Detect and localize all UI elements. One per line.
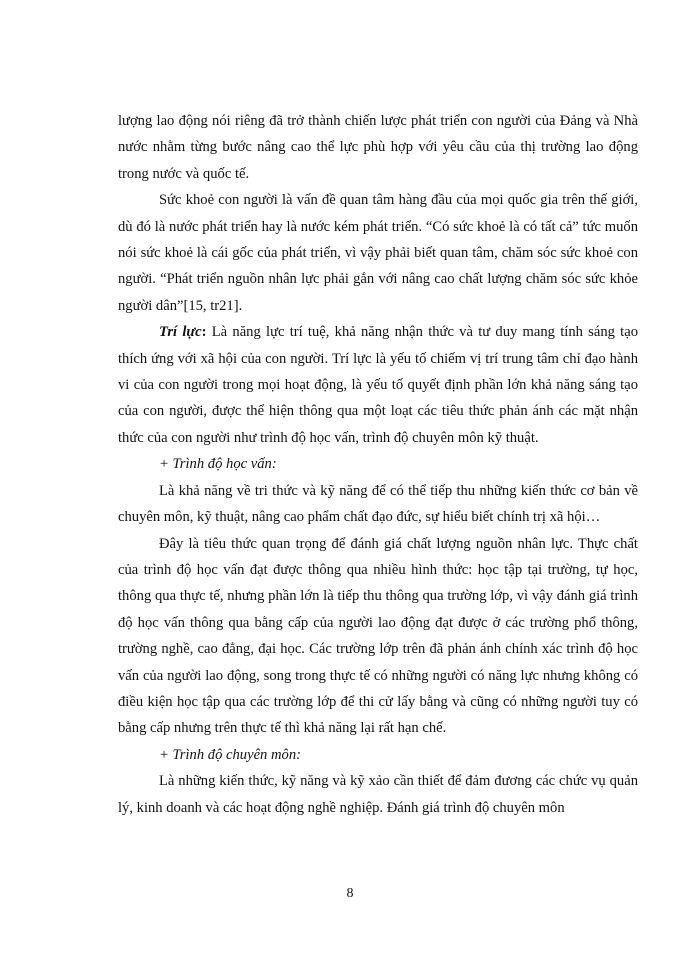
paragraph-1: lượng lao động nói riêng đã trở thành chiến lược phát triển con người của Đảng và Nhà nước nhằm từng bước nâng cao thể lực phù hợp với yêu cầu của thị trường lao động trong nước và quốc tế.	[118, 113, 638, 182]
paragraph-4: Là khả năng về tri thức và kỹ năng để có thể tiếp thu những kiến thức cơ bản về chuyên môn, kỹ thuật, nâng cao phẩm chất đạo đức, sự hiểu biết chính trị xã hội…	[118, 482, 638, 526]
paragraph-6: Là những kiến thức, kỹ năng và kỹ xảo cần thiết để đảm đương các chức vụ quản lý, kinh doanh và các hoạt động nghề nghiệp. Đánh giá trình độ chuyên môn	[118, 773, 638, 816]
term-colon: :	[201, 324, 207, 341]
term-tri-luc: Trí lực	[159, 324, 202, 341]
document-page	[118, 108, 638, 821]
paragraph-2: Sức khoẻ con người là vấn đề quan tâm hàng đầu của mọi quốc gia trên thế giới, dù đó là nước phát triển hay là nước kém phát triển. “Có sức khoẻ là có tất cả” tức muốn nói sức khoẻ là cái gốc của phát triển, vì vậy phải biết quan tâm, chăm sóc sức khoẻ con người. “Phát triển nguồn nhân lực phải gắn với nâng cao chất lượng chăm sóc sức khỏe người dân”[15, tr21].	[118, 192, 638, 314]
paragraph-5: Đây là tiêu thức quan trọng để đánh giá chất lượng nguồn nhân lực. Thực chất của trình độ học vấn đạt được thông qua nhiều hình thức: học tập tại trường, tự học, thông qua thực tế, nhưng phần lớn là tiếp thu thông qua trường lớp, vì vậy đánh giá trình độ học vấn thông qua bằng cấp của người lao động đạt được ở các trường phổ thông, trường nghề, cao đẳng, đại học. Các trường lớp trên đã phản ánh chính xác trình độ học vấn của người lao động, song trong thực tế có những người có năng lực nhưng không có điều kiện học tập qua các trường lớp để thi cử lấy bằng và cũng có những người tuy có bằng cấp nhưng trên thực tế thì khả năng lại rất hạn chế.	[118, 535, 638, 737]
page-number: 8	[346, 886, 354, 901]
paragraph-3	[118, 319, 638, 451]
subheading-trinh-do-chuyen-mon: + Trình độ chuyên môn:	[159, 746, 301, 763]
paragraph-3-text: Là năng lực trí tuệ, khả năng nhận thức và tư duy mang tính sáng tạo thích ứng với xã hội của con người. Trí lực là yếu tố chiếm vị trí trung tâm chỉ đạo hành vi của con người trong mọi hoạt động, là yếu tố quyết định phần lớn khả năng sáng tạo của con người, được thể hiện thông qua một loạt các tiêu thức phản ánh các mặt nhận thức của con người như trình độ học vấn, trình độ chuyên môn kỹ thuật.	[118, 324, 639, 446]
subheading-trinh-do-hoc-van: + Trình độ học vấn:	[159, 456, 277, 473]
